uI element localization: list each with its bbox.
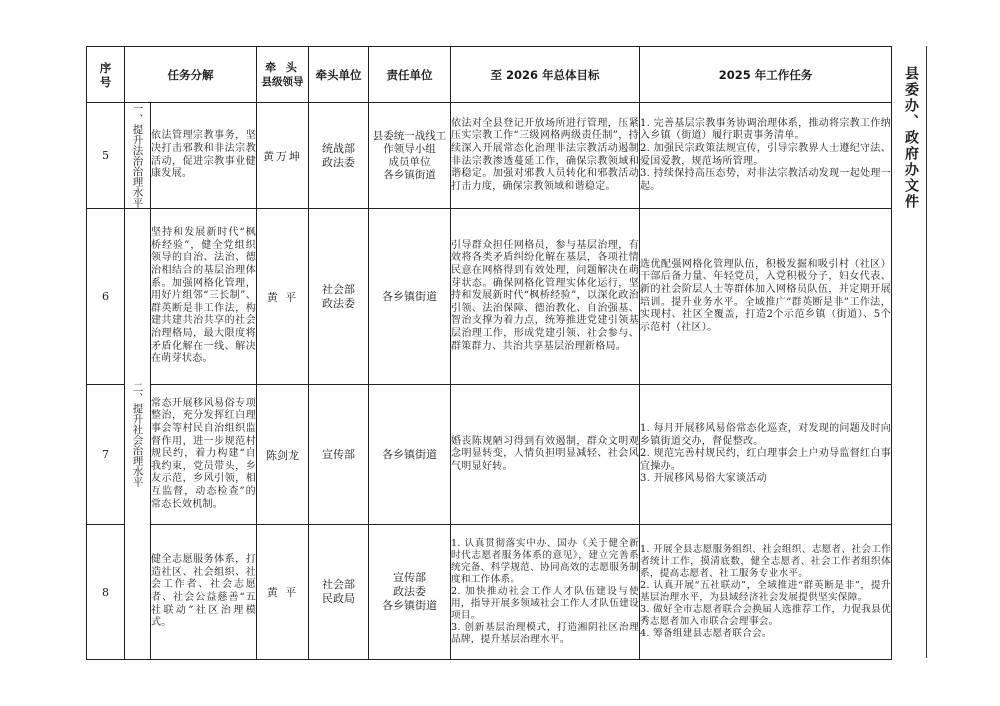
leader-cell: 黄 平 [257,209,309,385]
task-cell: 常态开展移风易俗专项整治，充分发挥红白理事会等村民自治组织监督作用，进一步规范村规民约，着力构建“自我约束，党员带头，乡友示范，乡风引领，相互监督，动态检查”的常态长效机制。 [151,385,257,525]
header-leader: 牵 头 县级领导 [257,47,309,103]
header-resp-unit: 责任单位 [369,47,451,103]
side-label: 县委办、政府办文件 [903,66,919,210]
tasks-cell: 选优配强网格化管理队伍，积极发掘和吸引村（社区）干部后备力量、年轻党员，入党积极分子，妇女代表、新的社会阶层人士等群体加入网格员队伍，并定期开展培训。提升业务水平。全域推广“群英断是非”工作法，实现村、社区全覆盖，打造2个示范乡镇（街道）、5个示范村（社区）。 [640,209,892,385]
goal-cell: 婚丧陈规陋习得到有效遏制，群众文明观念明显转变，人情负担明显减轻、社会风气明显好转。 [451,385,640,525]
header-goal-2026: 至 2026 年总体目标 [451,47,640,103]
tasks-cell: 1. 开展全县志愿服务组织、社会组织、志愿者、社会工作者统计工作，摸清底数，健全志愿者、社会工作者组织体系，提高志愿者、社工服务专业水平。 2. 认真开展“五社联动”，全域推进“群英断是非”，提升基层治理水平，为县域经济社会发展提供坚实保障。 3. 做好全市志愿者联合会换届人选推荐工作，力促我县优秀志愿者加入市联合会理事会。 4. 筹备组建县志愿者联合会。 [640,525,892,660]
goal-cell: 引导群众担任网格员，参与基层治理，有效将各类矛盾纠纷化解在基层，各项社情民意在网格得到有效处理，问题解决在萌芽状态。确保网格化管理实体化运行，坚持和发展新时代“枫桥经验”，以深化政治引领、法治保障、德治教化、自治强基、智治支撑为着力点，统筹推进党建引领基层治理工作，形成党建引领、社会参与、群策群力、共治共享基层治理新格局。 [451,209,640,385]
goal-cell: 依法对全县登记开放场所进行管理，压紧压实宗教工作“三级网格两级责任制”，持续深入开展常态化治理非法宗教活动遏制非法宗教渗透蔓延工作，确保宗教领域和谐稳定。加强对邪教人员转化和邪教活动打击力度，确保宗教领域和谐稳定。 [451,103,640,209]
resp-unit-cell: 各乡镇街道 [369,385,451,525]
category-cell: 二、提升社会治理水平 [125,209,151,660]
row-number: 6 [87,209,125,385]
leader-cell: 黄 平 [257,525,309,660]
lead-unit-cell: 社会部 政法委 [309,209,369,385]
header-task-breakdown: 任务分解 [125,47,257,103]
lead-unit-cell: 统战部 政法委 [309,103,369,209]
row-number: 7 [87,385,125,525]
goal-cell: 1. 认真贯彻落实中办、国办《关于健全新时代志愿者服务体系的意见》，建立完善系统完备、科学规范、协同高效的志愿服务制度和工作体系。 2. 加快推动社会工作人才队伍建设与使用，指导开展多领域社会工作人才队伍建设项目。 3. 创新基层治理模式，打造湘阴社区治理品牌，提升基层治理水平。 [451,525,640,660]
header-tasks-2025: 2025 年工作任务 [640,47,892,103]
side-divider [926,46,927,658]
table-row [87,103,892,209]
lead-unit-cell: 宣传部 [309,385,369,525]
header-no: 序号 [87,47,125,103]
row-number: 5 [87,103,125,209]
resp-unit-cell: 宣传部 政法委 各乡镇街道 [369,525,451,660]
table-row [87,525,892,660]
leader-cell: 陈剑龙 [257,385,309,525]
category-cell: 一、提升法治治理水平 [125,103,151,209]
leader-cell: 黄万坤 [257,103,309,209]
resp-unit-cell: 县委统一战线工作领导小组 成员单位 各乡镇街道 [369,103,451,209]
tasks-cell: 1. 每月开展移风易俗常态化巡查，对发现的问题及时向乡镇街道交办，督促整改。 2. 规范完善村规民约，红白理事会上户劝导监督红白事宜操办。 3. 开展移风易俗大家谈活动 [640,385,892,525]
tasks-cell: 1. 完善基层宗教事务协调治理体系，推动将宗教工作纳入乡镇（街道）履行职责事务清单。 2. 加强民宗政策法规宣传，引导宗教界人士遵纪守法、爱国爱教，规范场所管理。 3. 持续保持高压态势，对非法宗教活动发现一起处理一起。 [640,103,892,209]
task-cell: 健全志愿服务体系，打造社区、社会组织、社会工作者、社会志愿者、社会公益慈善“五社联动”社区治理模式。 [151,525,257,660]
table-row [87,209,892,385]
task-cell: 依法管理宗教事务，坚决打击邪教和非法宗教活动，促进宗教事业健康发展。 [151,103,257,209]
lead-unit-cell: 社会部 民政局 [309,525,369,660]
header-row [87,47,892,103]
table-row [87,385,892,525]
header-lead-unit: 牵头单位 [309,47,369,103]
resp-unit-cell: 各乡镇街道 [369,209,451,385]
task-cell: 坚持和发展新时代“枫桥经验”，健全党组织领导的自治、法治、德治相结合的基层治理体系。加强网格化管理，用好片组邻“三长制”、群英断是非工作法，构建共建共治共享的社会治理格局，最大限度将矛盾化解在一线、解决在萌芽状态。 [151,209,257,385]
task-table [86,46,892,660]
row-number: 8 [87,525,125,660]
